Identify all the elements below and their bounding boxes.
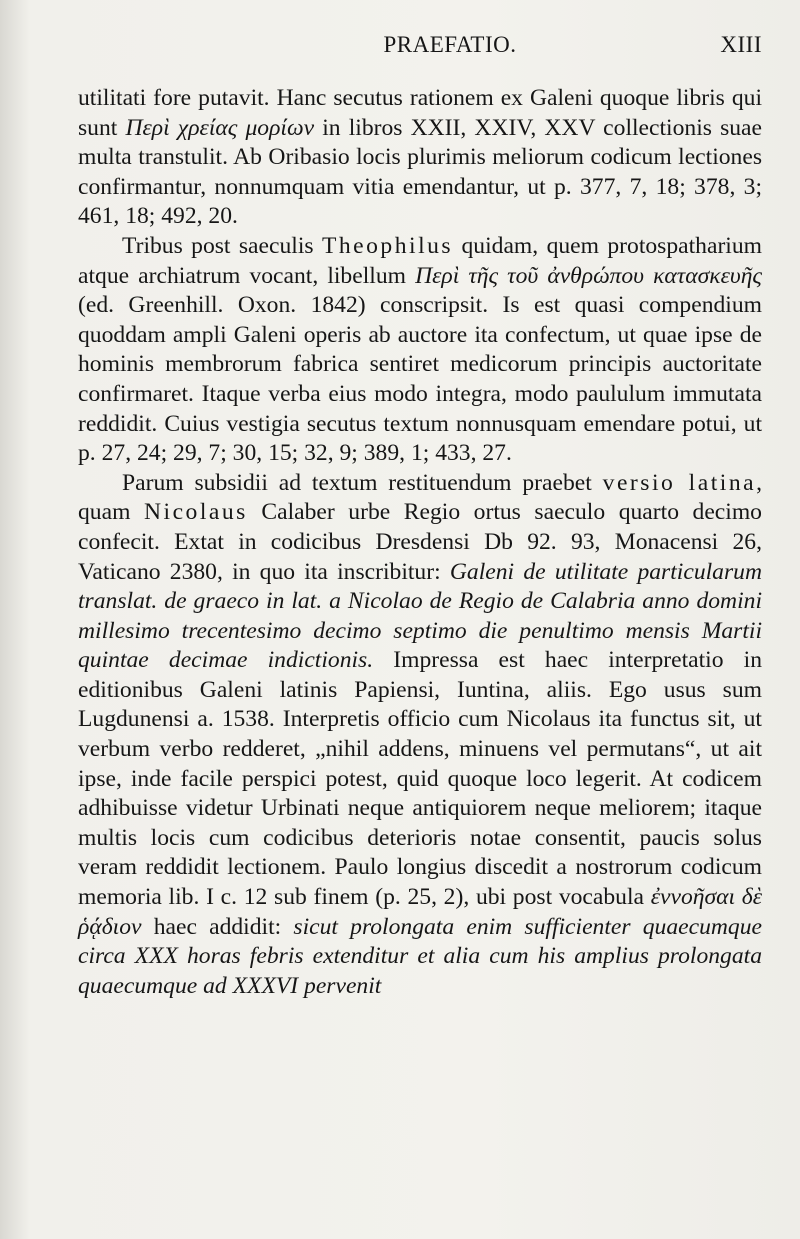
text-run: Tribus post saeculis xyxy=(122,232,322,259)
italic-text: Περὶ χρείας μορίων xyxy=(125,114,315,141)
text-run: , quam xyxy=(78,469,762,526)
spaced-text: Nicolaus xyxy=(143,499,248,526)
spaced-text: versio latina xyxy=(602,469,757,496)
running-header xyxy=(78,32,762,66)
text-run: Impressa est haec interpretatio in editionibus Galeni latinis Papiensi, Iuntina, aliis. Ego usus sum Lugdunensi a. 1538. Interpretis officio cum Nicolaus ita functus sit, ut verbum verbo redderet, „nihil addens, minuens vel permutans“, ut ait ipse, inde facile perspici potest, quid quoque loco legerit. At codicem adhibuisse videtur Urbinati neque antiquiorem neque meliorem; itaque multis locis cum codicibus deterioris notae consentit, paucis solus veram reddidit lectionem. Paulo longius discedit a nostrorum codicum memoria lib. I c. 12 sub finem (p. 25, 2), ubi post vocabula xyxy=(78,647,763,911)
text-run: quidam, quem protospatharium atque archiatrum vocant, libellum xyxy=(78,232,763,289)
text-run: Calaber urbe Regio ortus saeculo quarto decimo confecit. Extat in codicibus Dresdensi Db 92. 93, Monacensi 26, Vaticano 2380, in quo ita inscribitur: xyxy=(78,499,762,585)
paragraph-2 xyxy=(78,232,762,469)
spaced-text: Theophilus xyxy=(321,232,454,259)
text-run: in libros XXII, XXIV, XXV collectionis suae multa transtulit. Ab Oribasio locis plurimis meliorum codicum lectiones confirmantur, nonnumquam vitia emendantur, ut p. 377, 7, 18; 378, 3; 461, 18; 492, 20. xyxy=(78,114,762,230)
text-run: Parum subsidii ad textum restituendum praebet xyxy=(122,469,603,496)
paragraph-1 xyxy=(78,84,762,232)
page-number: XIII xyxy=(720,32,762,57)
text-run: utilitati fore putavit. Hanc secutus rationem ex Galeni quoque libris qui sunt xyxy=(78,85,762,141)
italic-text: sicut prolongata enim sufficienter quaecumque circa XXX horas febris extenditur et alia cum his amplius prolongata quaecumque ad XXXVI pervenit xyxy=(78,913,762,999)
text-run: (ed. Greenhill. Oxon. 1842) conscripsit. Is est quasi compendium quoddam ampli Galeni operis ab auctore ita confectum, ut quae ipse de hominis membrorum fabrica sentiret medicorum principis auctoritate confirmaret. Itaque verba eius modo integra, modo paululum immutata reddidit. Cuius vestigia secutus textum nonnusquam emendare potui, ut p. 27, 24; 29, 7; 30, 15; 32, 9; 389, 1; 433, 27. xyxy=(78,292,762,467)
body-text xyxy=(78,84,762,1001)
running-title: PRAEFATIO. xyxy=(383,32,517,57)
paragraph-3 xyxy=(78,469,762,1002)
italic-text: Περὶ τῆς τοῦ ἀνθρώπου κατασκευῆς xyxy=(415,262,762,289)
text-run: haec addidit: xyxy=(141,913,294,940)
italic-text: ἐννοῆσαι δὲ ῥᾴδιον xyxy=(78,884,762,940)
italic-text: Galeni de utilitate particularum translat. de graeco in lat. a Nicolao de Regio de Calabria anno domini millesimo trecentesimo decimo septimo die penultimo mensis Martii quintae decimae indictionis. xyxy=(78,558,762,674)
